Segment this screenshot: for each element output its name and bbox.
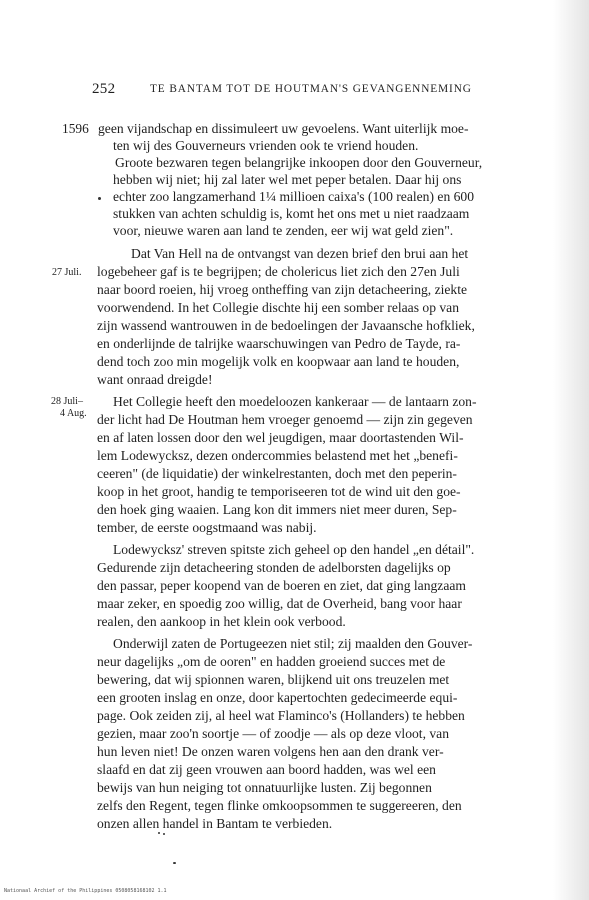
margin-date: 4 Aug. (60, 408, 87, 419)
text-line (97, 761, 533, 778)
text-line-content: voor, nieuwe waren aan land te zenden, eer wij wat geld zien". (113, 223, 454, 238)
text-line-content: der licht had De Houtman hem vroeger genoemd — zijn zin gegeven (97, 412, 473, 427)
text-line-content: slaafd en dat zij geen vrouwen aan boord hadden, was wel een (97, 762, 436, 777)
ink-speck (173, 862, 176, 864)
text-line (97, 797, 533, 814)
text-line-content: Dat Van Hell na de ontvangst van dezen brief den brui aan het (131, 246, 469, 261)
text-line (97, 411, 533, 428)
text-line-content: logebeheer gaf is te begrijpen; de cholericus liet zich den 27en Juli (97, 264, 460, 279)
text-line-content: maar zeker, en spoedig zoo willig, dat de Overheid, bang voor haar (97, 596, 462, 611)
text-line (113, 635, 533, 652)
text-line (97, 371, 216, 388)
text-line (97, 595, 533, 612)
text-line (113, 205, 533, 222)
text-line-content: stukken van achten schuldig is, komt het ons met u niet raadzaam (113, 206, 470, 221)
text-line-content: lem Lodewycksz, dezen ondercommies belastend met het „benefi- (97, 448, 458, 463)
text-line-content: en onderlijnde de talrijke waarschuwingen van Pedro de Tayde, ra- (97, 336, 461, 351)
text-line (97, 653, 533, 670)
text-line (97, 725, 533, 742)
text-line (97, 671, 533, 688)
text-line (97, 483, 533, 500)
text-line-content: hebben wij niet; hij zal later wel met peper betalen. Daar hij ons (113, 172, 462, 187)
text-line-content: voorwendend. In het Collegie dischte hij een somber relaas op van (97, 300, 460, 315)
text-line (97, 559, 533, 576)
text-line-content: want onraad dreigde! (97, 372, 213, 387)
text-line (113, 541, 533, 558)
text-line-content: gezien, maar zoo'n soortje — of zoodje — als op deze vloot, van (97, 726, 449, 741)
text-line-content: dend toch zoo min mogelijk volk en koopwaar aan land te houden, (97, 354, 460, 369)
text-line (113, 137, 422, 154)
text-line (98, 120, 533, 137)
text-line (97, 335, 533, 352)
text-line (97, 263, 533, 280)
text-line (97, 779, 533, 796)
text-line (97, 447, 533, 464)
text-line (97, 299, 533, 316)
text-line (113, 188, 533, 205)
text-line-content: onzen allen handel in Bantam te verbieden. (97, 816, 333, 831)
text-line-content: ceeren" (de liquidatie) der winkelrestanten, doch met den peperin- (97, 466, 457, 481)
text-line-content: neur dagelijks „om de ooren" en hadden groeiend succes met de (97, 654, 446, 669)
scan-footer: Nationaal Archief of the Philippines 0508058168102 1.1 (4, 888, 167, 894)
text-line-content: Lodewycksz' streven spitste zich geheel op den handel „en détail". (113, 542, 475, 557)
text-line-content: ten wij des Gouverneurs vrienden ook te vriend houden. (113, 138, 419, 153)
text-line (97, 689, 533, 706)
text-line (97, 281, 533, 298)
text-line-content: zijn wassend wantrouwen in de bedoelingen der Javaansche hofkliek, (97, 318, 475, 333)
ink-speck (158, 832, 160, 834)
text-line-content: tember, de eerste oogstmaand was nabij. (97, 520, 317, 535)
text-line (97, 429, 533, 446)
text-line (97, 501, 533, 518)
text-line (113, 222, 457, 239)
margin-date: 27 Juli. (52, 267, 82, 278)
text-line-content: Groote bezwaren tegen belangrijke inkoopen door den Gouverneur, (115, 155, 483, 170)
text-line-content: echter zoo langzamerhand 1¼ millioen caixa's (100 realen) en 600 (113, 189, 475, 204)
text-line (97, 815, 336, 832)
text-line-content: koop in het groot, handig te temporiseeren tot de wind uit den goe- (97, 484, 461, 499)
text-line (97, 577, 533, 594)
text-line (97, 613, 349, 630)
text-line-content: Onderwijl zaten de Portugeezen niet stil; zij maalden den Gouver- (113, 636, 473, 651)
text-line (97, 519, 320, 536)
ink-speck (163, 833, 165, 835)
text-line-content: Gedurende zijn detacheering stonden de adelborsten dagelijks op (97, 560, 451, 575)
text-line (97, 707, 533, 724)
text-line-content: den hoek ging waaien. Lang kon dit immers niet meer duren, Sep- (97, 502, 457, 517)
page-edge-shadow (553, 0, 589, 900)
text-line (97, 353, 533, 370)
text-line (113, 171, 533, 188)
page-header (92, 81, 542, 101)
margin-date: 28 Juli– (51, 396, 83, 407)
text-line (97, 743, 533, 760)
text-line-content: een grooten inslag en onze, door kapertochten gedecimeerde equi- (97, 690, 458, 705)
text-line-content: den passar, peper koopend van de boeren en ziet, dat ging langzaam (97, 578, 466, 593)
text-line (115, 154, 533, 171)
text-line-content: geen vijandschap en dissimuleert uw gevoelens. Want uiterlijk moe- (98, 121, 469, 136)
text-line (97, 317, 533, 334)
text-line-content: bewering, dat wij spionnen waren, blijkend uit ons treuzelen met (97, 672, 450, 687)
text-line-content: zelfs den Regent, tegen flinke omkoopsommen te suggereeren, den (97, 798, 462, 813)
text-line-content: bewijs van hun neiging tot onnatuurlijke lusten. Zij begonnen (97, 780, 432, 795)
margin-year: 1596 (62, 121, 89, 136)
text-line (97, 465, 533, 482)
text-line (113, 393, 533, 410)
text-line-content: Het Collegie heeft den moedeloozen kankeraar — de lantaarn zon- (113, 394, 477, 409)
text-line-content: realen, den aankoop in het klein ook verbood. (97, 614, 346, 629)
text-line-content: hun leven niet! De onzen waren volgens hen aan den drank ver- (97, 744, 444, 759)
text-line-content: en af laten lossen door den wel jeugdigen, maar doortastenden Wil- (97, 430, 464, 445)
page-number: 252 (92, 81, 116, 97)
text-line-content: naar boord roeien, hij vroeg ontheffing van zijn detacheering, ziekte (97, 282, 468, 297)
running-title: TE BANTAM TOT DE HOUTMAN'S GEVANGENNEMING (150, 83, 472, 95)
text-line (131, 245, 533, 262)
ink-speck (98, 197, 101, 200)
text-line-content: page. Ook zeiden zij, al heel wat Flaminco's (Hollanders) te hebben (97, 708, 465, 723)
